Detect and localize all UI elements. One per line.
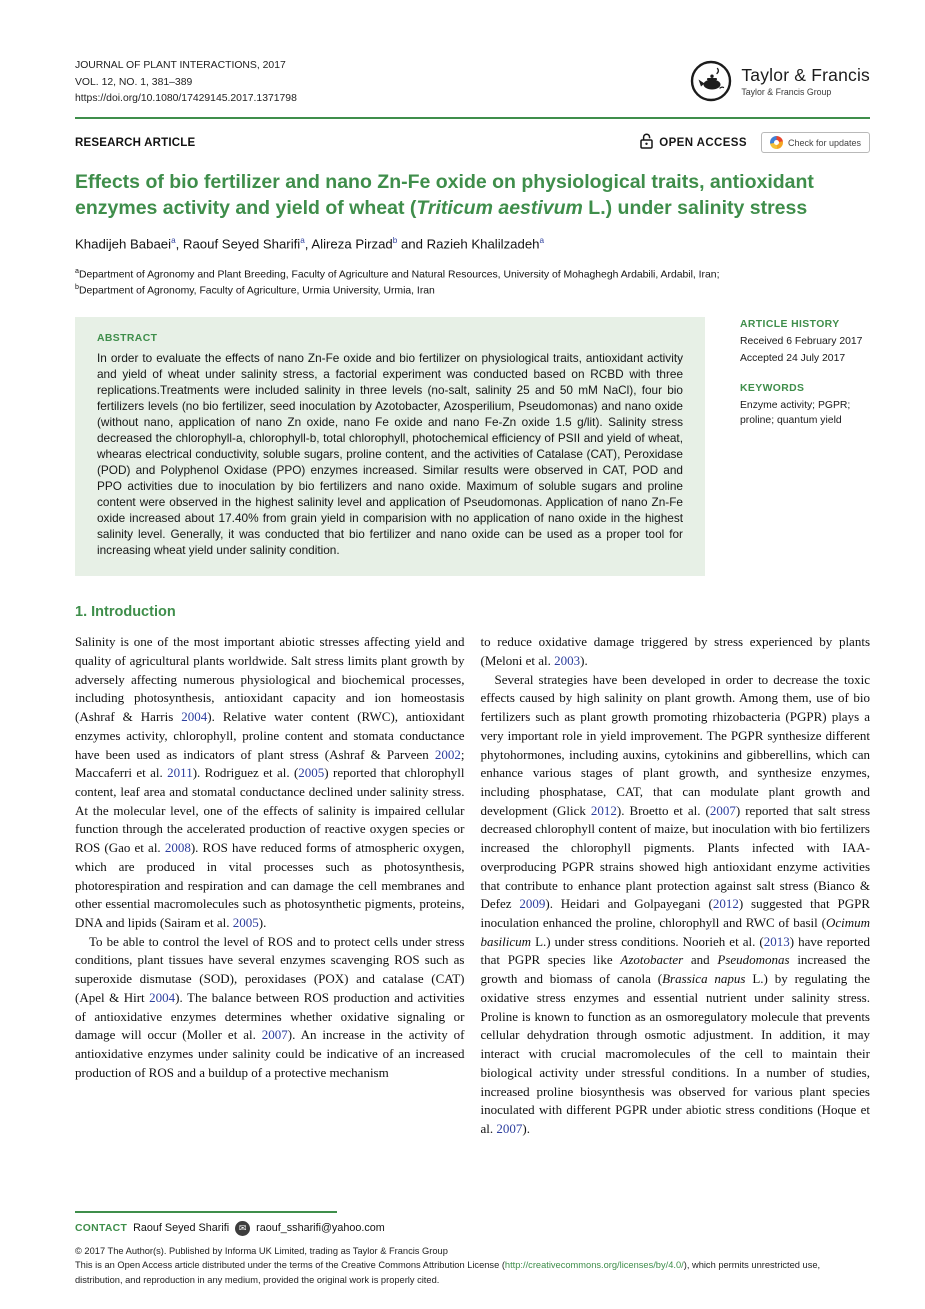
accepted-date: Accepted 24 July 2017 bbox=[740, 353, 846, 364]
taylor-francis-logo-icon bbox=[690, 60, 732, 102]
journal-info bbox=[75, 58, 297, 108]
article-type-row bbox=[75, 132, 870, 153]
email-icon: ✉ bbox=[235, 1221, 250, 1236]
contact-line bbox=[75, 1221, 870, 1236]
header-divider bbox=[75, 117, 870, 120]
publisher-name: Taylor & Francis bbox=[741, 65, 870, 85]
doi-link[interactable]: https://doi.org/10.1080/17429145.2017.1371798 bbox=[75, 93, 297, 105]
open-lock-icon bbox=[640, 133, 653, 152]
body-columns bbox=[75, 633, 870, 1138]
contact-name: Raouf Seyed Sharifi bbox=[133, 1222, 230, 1235]
intro-paragraph-2-continued: to reduce oxidative damage triggered by stress experienced by plants (Meloni et al. 2003). bbox=[480, 634, 870, 668]
publisher-logo[interactable] bbox=[690, 60, 870, 102]
abstract-text: In order to evaluate the effects of nano Zn-Fe oxide and bio fertilizer on physiological traits, antioxidant activity and yield of wheat under salinity stress, a factorial experiment was conducted based on RCBD with three replications.Treatments were included salinity in three levels (no-salt, salinity 25 and 50 mM NaCl), four bio fertilizers levels (no bio fertilizer, seed inoculation by Azotobacter, Azosperilium, Pseudomonas) and nano oxide (without nano, application of nano Zn oxide, nano Fe oxide and nano Fe-Zn oxide 1.5 g/lit). Salinity stress decreased the chlorophyll-a, chlorophyll-b, total chlorophyll, photochemical efficiency of PSII and yield of wheat, whearas electrical conductivity, soluble sugars, proline content, and the activities of Catalase (CAT), Peroxidase (POD) and Polyphenol Oxidase (PPO) enzymes increased. Similar results were observed in CAT, POD and PPO activities due to inoculation by bio fertilizers and nano oxide. Maximum of soluble sugars and proline content were observed in the highest salinity level and application of Pseudomonas. Application of nano Zn-Fe oxide increased about 17.40% from grain yield in comparision with no application of nano oxide in the highest salinity level. Generally, it was conducted that bio fertilizer and nano oxide can be used as a proper tool for increasing wheat yield under salinity condition. bbox=[97, 350, 683, 558]
abstract-section bbox=[75, 317, 870, 576]
intro-paragraph-2: To be able to control the level of ROS and to protect cells under stress conditions, plant tissues have several enzymes scavenging ROS such as superoxide dismutase (SOD), peroxidases (POX) and catalase (CAT) (Apel & Hirt 2004). The balance between ROS production and activities of antioxidative enzymes determines whether oxidative signaling or damage will occur (Moller et al. 2007). An increase in the activity of antioxidative enzymes under salinity could be indicative of an increased production of ROS and a buildup of a protective mechanism bbox=[75, 933, 465, 1080]
abstract-box bbox=[75, 317, 705, 576]
open-access-label: OPEN ACCESS bbox=[659, 136, 747, 149]
affiliation-b: $^b$Department of Agronomy, Faculty of Agriculture, Urmia University, Urmia, Iran bbox=[75, 284, 435, 297]
page-footer bbox=[75, 1211, 870, 1287]
keywords-list: Enzyme activity; PGPR; proline; quantum yield bbox=[740, 400, 851, 427]
article-type-label: RESEARCH ARTICLE bbox=[75, 136, 196, 149]
publisher-wordmark bbox=[741, 65, 870, 97]
license-url-link[interactable]: http://creativecommons.org/licenses/by/4.0/ bbox=[504, 1260, 684, 1271]
license-post: ), which permits unrestricted use, distribution, and reproduction in any medium, provided the original work is properly cited. bbox=[75, 1260, 821, 1285]
affiliations bbox=[75, 267, 870, 300]
access-badges bbox=[640, 132, 870, 153]
contact-label: CONTACT bbox=[75, 1222, 128, 1234]
author-list: Khadijeh Babaei$^a$, Raouf Seyed Sharifi$^a$, Alireza Pirzad$^b$ and Razieh Khalilzadeh$^a$ bbox=[75, 236, 545, 252]
affiliation-a: $^a$Department of Agronomy and Plant Breeding, Faculty of Agriculture and Natural Resources, University of Mohaghegh Ardabili, Ardabil, Iran; bbox=[75, 267, 720, 281]
intro-paragraph-3: Several strategies have been developed in order to decrease the toxic effects caused by high salinity on plant growth. Among them, use of bio fertilizers such as plant growth promoting rhizobacteria (PGPR) plays a very important role in yield improvement. The PGPR synthesize different phytohormones, including auxins, cytokinins and gibberellins, which can enhance various stages of plant growth, and synthesize enzymes, including phosphatase, CAT, that can modulate plant growth and development (Glick 2012). Broetto et al. (2007) reported that salt stress decreased chlorophyll content of maize, but inoculation with bio fertilizers increased the chlorophyll pigments. Plants infected with IAA-overproducing PGPR strains showed high antioxidant enzyme activities that contribute to enhance plant protection against salt stress (Bianco & Defez 2009). Heidari and Golpayegani (2012) suggested that PGPR inoculation enhanced the proline, chlorophyll and RWC of basil (Ocimum basilicum L.) under stress conditions. Noorieh et al. (2013) have reported that PGPR species like Azotobacter and Pseudomonas increased the growth and biomass of canola (Brassica napus L.) by regulating the oxidative stress enzymes and essential nutrient under salinity stress. Proline is known to function as an osmoregulatory molecule that prevents cellular dehydration through osmotic adjustment. In addition, it may interact with crucial macromolecules of the cell to maintain their biological activity under stressful conditions. In a number of studies, increased proline biosynthesis was observed for various plant species inoculated with different PGPR under abiotic stress conditions (Hoque et al. 2007). bbox=[480, 671, 871, 1136]
license-pre: This is an Open Access article distributed under the terms of the Creative Commons Attribution License ( bbox=[75, 1260, 505, 1271]
abstract-heading: ABSTRACT bbox=[97, 332, 158, 344]
open-access-link[interactable] bbox=[640, 133, 747, 152]
copyright-line: © 2017 The Author(s). Published by Informa UK Limited, trading as Taylor & Francis Group bbox=[75, 1245, 448, 1256]
masthead bbox=[75, 58, 870, 108]
body-column-left bbox=[75, 633, 465, 1138]
intro-paragraph-1: Salinity is one of the most important abiotic stresses affecting yield and quality of agricultural plants worldwide. Salt stress limits plant growth by adversely affecting numerous physiological and biochemical processes, including photosynthesis, antioxidant capacity and ion homeostasis (Ashraf & Harris 2004). Relative water content (RWC), antioxidant enzymes activity, chlorophyll, proline content and stomata conductance have been used as indicators of plant stress (Ashraf & Parveen 2002; Maccaferri et al. 2011). Rodriguez et al. (2005) reported that chlorophyll content, leaf area and stomatal conductance declined under salinity stress. At the molecular level, one of the effects of salinity is impaired cellular function through the accelerated production of reactive oxygen species or ROS (Gao et al. 2008). ROS have reduced forms of atmospheric oxygen, which are produced in vital processes such as photosynthesis, photorespiration and respiration and can damage the cell membranes and other essential macromolecules such as photosynthetic pigments, proteins, DNA and lipids (Sairam et al. 2005). bbox=[75, 634, 465, 931]
publisher-subtitle: Taylor & Francis Group bbox=[741, 87, 832, 97]
license-text bbox=[75, 1258, 870, 1287]
received-date: Received 6 February 2017 bbox=[740, 335, 863, 347]
journal-title: JOURNAL OF PLANT INTERACTIONS, 2017 bbox=[75, 60, 286, 71]
footer-divider bbox=[75, 1211, 337, 1213]
article-history-heading: ARTICLE HISTORY bbox=[740, 318, 840, 330]
keywords-heading: KEYWORDS bbox=[740, 383, 805, 395]
introduction-heading: 1. Introduction bbox=[75, 604, 176, 621]
check-for-updates-button[interactable] bbox=[761, 132, 870, 153]
check-for-updates-label: Check for updates bbox=[787, 137, 861, 148]
crossmark-icon bbox=[770, 136, 783, 149]
journal-volume-issue: VOL. 12, NO. 1, 381–389 bbox=[75, 76, 193, 88]
article-title: Effects of bio fertilizer and nano Zn-Fe oxide on physiological traits, antioxidant enzymes activity and yield of wheat (Triticum aestivum L.) under salinity stress bbox=[75, 171, 814, 220]
body-column-right bbox=[481, 633, 871, 1138]
article-meta-sidebar bbox=[740, 317, 870, 576]
contact-email-link[interactable]: raouf_ssharifi@yahoo.com bbox=[256, 1222, 385, 1235]
